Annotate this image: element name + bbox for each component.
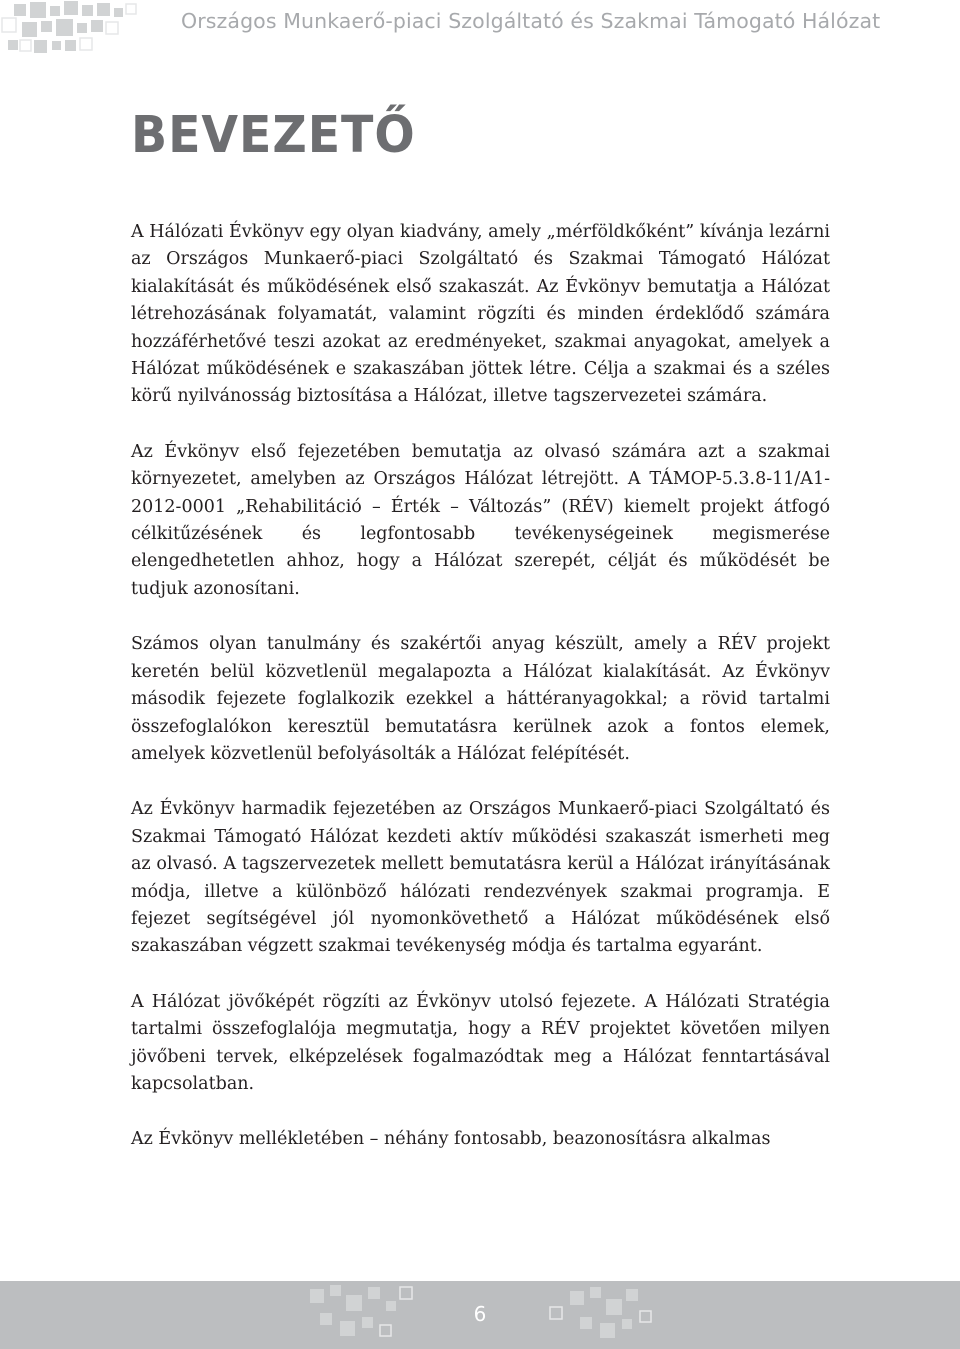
paragraph: Az Évkönyv harmadik fejezetében az Országos Munkaerő-piaci Szolgáltató és Szakmai Támogató Hálózat kezdeti aktív működési szakaszát ismerheti meg az olvasó. A tagszervezetek mellett bemutatásra kerül a Hálózat irányításának módja, illetve a különböző hálózati rendezvények szakmai programja. E fejezet segítségével jól nyomonkövethető a Hálózat működésének első szakaszában végzett szakmai tevékenység módja és tartalma egyaránt. [131,799,830,957]
paragraph: Az Évkönyv mellékletében – néhány fontosabb, beazonosításra alkalmas [131,1129,771,1150]
header-title: Országos Munkaerő-piaci Szolgáltató és Szakmai Támogató Hálózat [181,9,881,33]
paragraph: A Hálózati Évkönyv egy olyan kiadvány, amely „mérföldkőként” kívánja lezárni az Országos Munkaerő-piaci Szolgáltató és Szakmai Támogató Hálózat kialakítását és működésének első szakaszát. Az Évkönyv bemutatja a Hálózat létrehozásának folyamatát, valamint rögzíti és minden érdeklődő számára hozzáférhetővé teszi azokat az eredményeket, szakmai anyagokat, amelyek a Hálózat működésének e szakaszában jöttek létre. Célja a szakmai és a széles körű nyilvánosság biztosítása a Hálózat, illetve tagszervezetei számára. [131,222,830,407]
header-decoration [0,0,180,60]
paragraph: A Hálózat jövőképét rögzíti az Évkönyv utolsó fejezete. A Hálózati Stratégia tartalmi összefoglalója megmutatja, hogy a RÉV projektet követően milyen jövőbeni tervek, elképzelések fogalmazódtak meg a Hálózat fenntartásával kapcsolatban. [131,991,830,1094]
body-text [131,219,830,1182]
page-title: BEVEZETŐ [131,106,416,165]
page-number: 6 [473,1302,487,1326]
paragraph: Az Évkönyv első fejezetében bemutatja az olvasó számára azt a szakmai környezetet, amelyben az Országos Hálózat létrejött. A TÁMOP-5.3.8-11/A1-2012-0001 „Rehabilitáció – Érték – Változás” (RÉV) kiemelt projekt átfogó célkitűzésének és legfontosabb tevékenységeinek megismerése elengedhetetlen ahhoz, hogy a Hálózat szerepét, célját és működését be tudjuk azonosítani. [131,441,830,599]
paragraph: Számos olyan tanulmány és szakértői anyag készült, amely a RÉV projekt keretén belül közvetlenül megalapozta a Hálózat kialakítását. Az Évkönyv második fejezete foglalkozik ezekkel a háttéranyagokkal; a rövid tartalmi összefoglalókon keresztül bemutatásra kerülnek azok a fontos elemek, amelyek közvetlenül befolyásolták a Hálózat felépítését. [131,634,830,764]
